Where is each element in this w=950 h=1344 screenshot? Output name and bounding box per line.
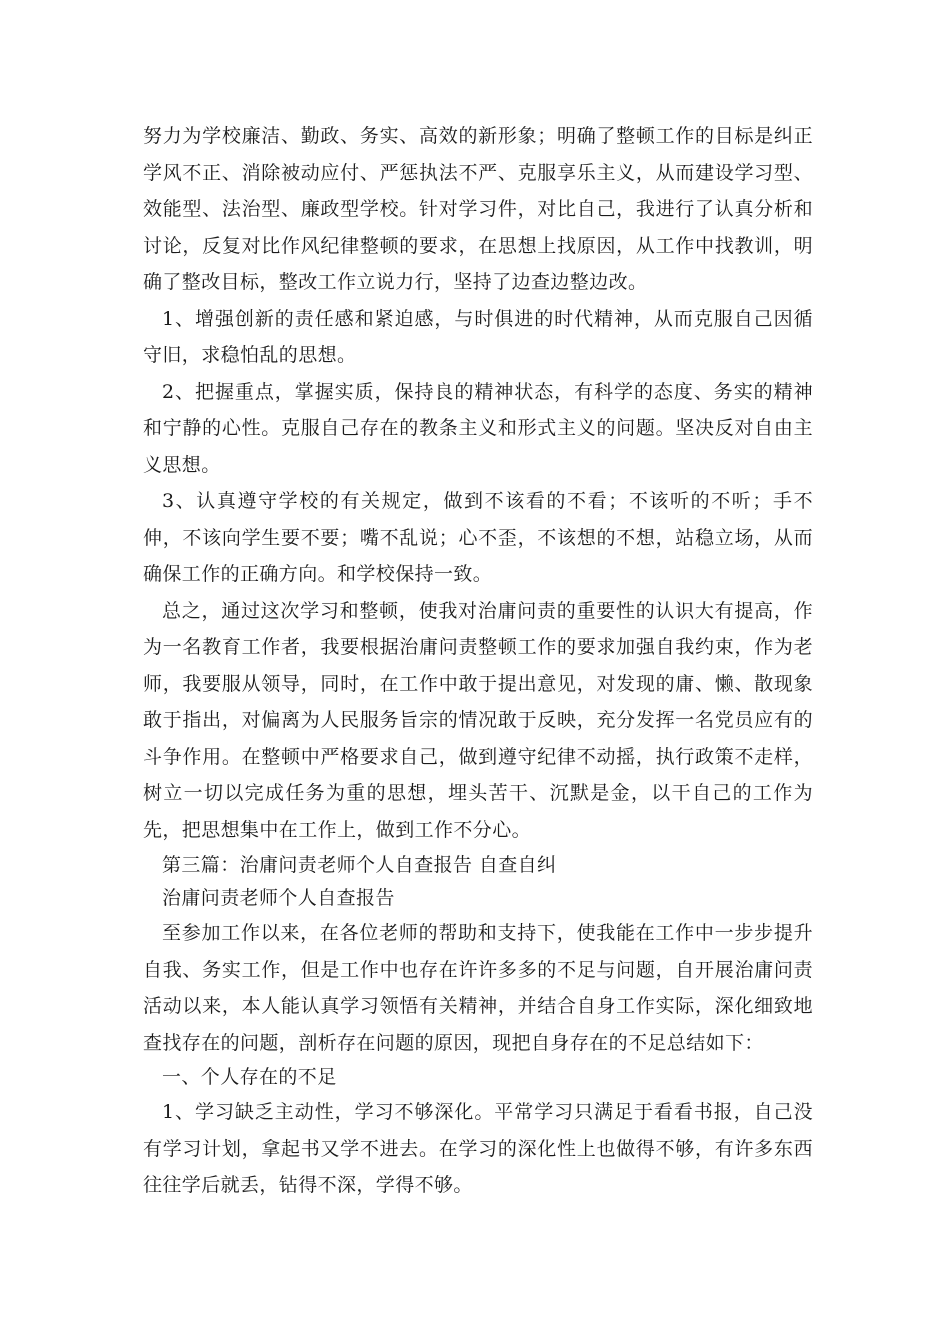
report-title: 治庸问责老师个人自查报告 (162, 887, 395, 909)
paragraph-summary: 总之，通过这次学习和整顿，使我对治庸问责的重要性的认识大有提高，作为一名教育工作者，我要根据治庸问责整顿工作的要求加强自我约束，作为老师，我要服从领导，同时，在工作中敢于提出意见，对发现的庸、懒、散现象敢于指出，对偏离为人民服务旨宗的情况敢于反映，充分发挥一名党员应有的斗争作用。在整顿中严格要求自己，做到遵守纪律不动摇，执行政策不走样，树立一切以完成任务为重的思想，埋头苦干、沉默是金，以干自己的工作为先，把思想集中在工作上，做到工作不分心。 (143, 599, 813, 841)
section-heading: 第三篇：治庸问责老师个人自查报告 自查自纠 (162, 854, 557, 876)
paragraph-intro-continued: 努力为学校廉洁、勤政、务实、高效的新形象；明确了整顿工作的目标是纠正学风不正、消除被动应付、严惩执法不严、克服享乐主义，从而建设学习型、效能型、法治型、廉政型学校。针对学习件，对比自己，我进行了认真分析和讨论，反复对比作风纪律整顿的要求，在思想上找原因，从工作中找教训，明确了整改目标，整改工作立说力行，坚持了边查边整边改。 (143, 125, 813, 293)
paragraph-item-3: 3、认真遵守学校的有关规定，做到不该看的不看；不该听的不听；手不伸，不该向学生要不要；嘴不乱说；心不歪，不该想的不想，站稳立场，从而确保工作的正确方向。和学校保持一致。 (143, 490, 813, 585)
paragraph-item-2: 2、把握重点，掌握实质，保持良的精神状态，有科学的态度、务实的精神和宁静的心性。克服自己存在的教条主义和形式主义的问题。坚决反对自由主义思想。 (143, 380, 813, 476)
paragraph-report-intro: 至参加工作以来，在各位老师的帮助和支持下，使我能在工作中一步步提升自我、务实工作，但是工作中也存在许许多多的不足与问题，自开展治庸问责活动以来，本人能认真学习领悟有关精神，并结合自身工作实际，深化细致地查找存在的问题，剖析存在问题的原因，现把自身存在的不足总结如下： (143, 922, 813, 1054)
paragraph-shortcoming-1: 1、学习缺乏主动性，学习不够深化。平常学习只满足于看看书报，自己没有学习计划，拿起书又学不进去。在学习的深化性上也做得不够，有许多东西往往学后就丢，钻得不深，学得不够。 (143, 1101, 813, 1196)
subheading-shortcomings: 一、个人存在的不足 (162, 1066, 337, 1088)
paragraph-item-1: 1、增强创新的责任感和紧迫感，与时俱进的时代精神，从而克服自己因循守旧，求稳怕乱的思想。 (143, 307, 813, 366)
document-body (143, 118, 813, 1204)
